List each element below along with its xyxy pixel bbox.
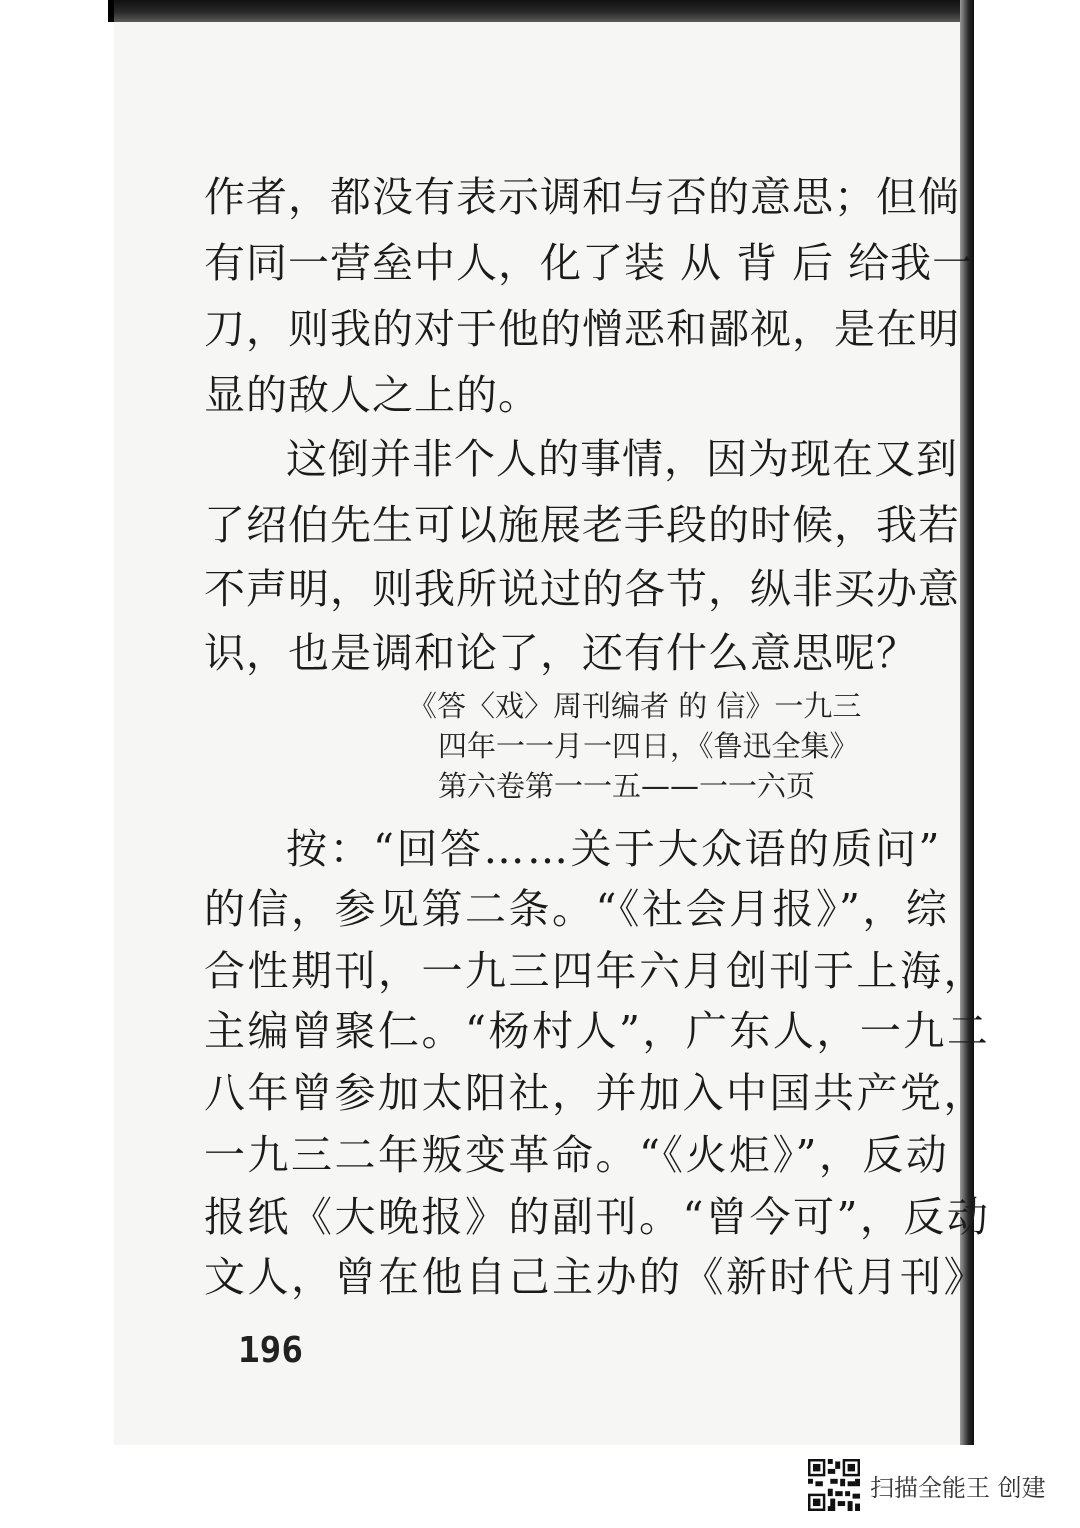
scanner-watermark: [808, 1458, 1046, 1512]
note-line: 八年曾参加太阳社，并加入中国共产党，: [204, 1069, 987, 1117]
watermark-text: 扫描全能王 创建: [870, 1473, 1046, 1502]
note-line: 合性期刊，一九三四年六月创刊于上海，: [204, 947, 987, 995]
note-line: 报纸《大晚报》的副刊。“曾今可”，反动: [204, 1193, 991, 1241]
note-line: 主编曾聚仁。“杨村人”，广东人，一九二: [204, 1007, 991, 1055]
citation-line: 第六卷第一一五——一一六页: [438, 769, 816, 803]
citation-line: 四年一一月一四日，《鲁迅全集》: [438, 729, 859, 763]
body-line: 了绍伯先生可以施展老手段的时候，我若: [204, 501, 960, 549]
note-line: 文人，曾在他自己主办的《新时代月刊》: [204, 1253, 987, 1301]
citation-line: 《答〈戏〉周刊编者 的 信》一九三: [408, 689, 862, 723]
body-line: 识，也是调和论了，还有什么意思呢？: [204, 629, 918, 677]
body-line: 刀，则我的对于他的憎恶和鄙视，是在明: [204, 305, 960, 353]
body-line: 不声明，则我所说过的各节，纵非买办意: [204, 565, 960, 613]
body-line: 有同一营垒中人，化了装 从 背 后 给我一: [204, 239, 975, 287]
note-line: 的信，参见第二条。“《社会月报》”，综: [204, 885, 950, 933]
page-number: 196: [238, 1330, 304, 1371]
note-line: 一九三二年叛变革命。“《火炬》”，反动: [204, 1131, 950, 1179]
book-edge-top: [108, 0, 974, 22]
body-line: 作者，都没有表示调和与否的意思；但倘: [204, 173, 960, 221]
body-line: 显的敌人之上的。: [204, 371, 540, 419]
qr-code-icon: [808, 1459, 860, 1511]
book-edge-corner: [108, 0, 114, 22]
note-line: 按：“回答……关于大众语的质问”: [286, 825, 942, 873]
body-line: 这倒并非个人的事情，因为现在又到: [286, 435, 958, 483]
